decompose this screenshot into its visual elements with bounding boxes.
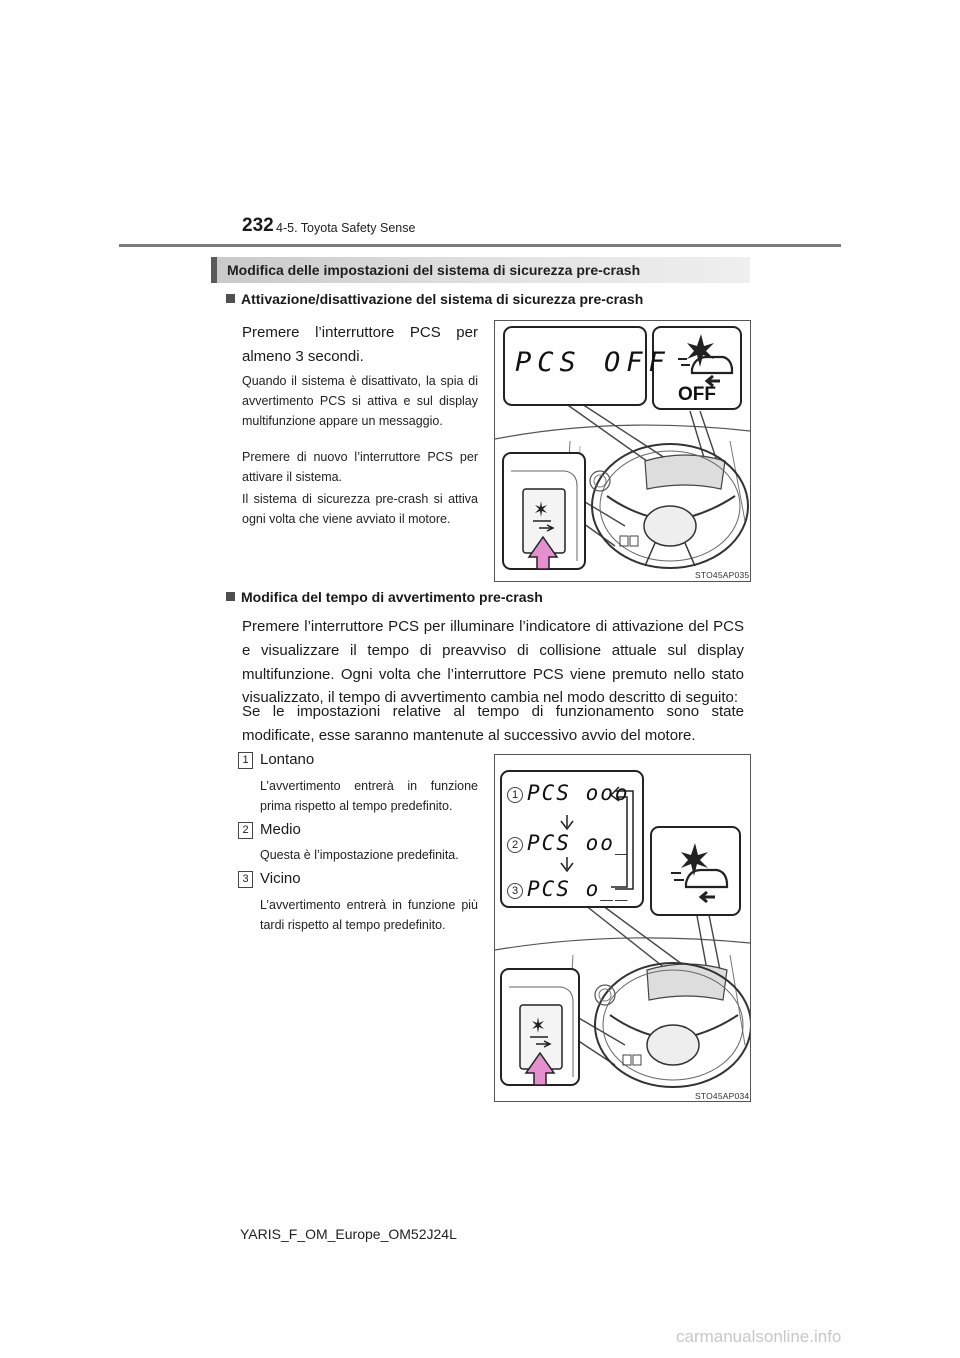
- activation-note-2: Premere di nuovo l’interruttore PCS per attivare il sistema.: [242, 450, 478, 484]
- square-bullet-icon: [226, 592, 235, 601]
- item-desc-near: L’avvertimento entrerà in funzione più tardi rispetto al tempo predefinito.: [260, 898, 478, 932]
- display-near: PCS o__: [527, 877, 630, 901]
- figure-code-2: STO45AP034: [695, 1091, 750, 1101]
- display-medium: PCS oo_: [527, 831, 630, 855]
- section-title-bar: [211, 257, 750, 283]
- page-number: 232: [242, 215, 274, 236]
- figure-step-number-2: 2: [507, 837, 523, 853]
- activation-lead: Premere l’interruttore PCS per almeno 3 secondi.: [242, 324, 478, 365]
- item-number-3: 3: [238, 871, 253, 888]
- subheading-activation-text: Attivazione/disattivazione del sistema di sicurezza pre-crash: [241, 291, 644, 307]
- header-rule: [119, 244, 841, 247]
- item-label-medium: Medio: [260, 821, 301, 838]
- section-path: 4-5. Toyota Safety Sense: [276, 221, 416, 235]
- item-label-near: Vicino: [260, 870, 301, 887]
- timing-paragraph-2: Se le impostazioni relative al tempo di funzionamento sono state modificate, esse saranno mantenute al successivo avvio del motore.: [242, 703, 744, 744]
- subheading-warning-timing: [226, 589, 543, 605]
- activation-note-3: Il sistema di sicurezza pre-crash si attiva ogni volta che viene avviato il motore.: [242, 492, 478, 526]
- item-number-1: 1: [238, 752, 253, 769]
- subheading-warning-timing-text: Modifica del tempo di avvertimento pre-crash: [241, 589, 543, 605]
- item-number-2: 2: [238, 822, 253, 839]
- timing-paragraph-1: Premere l’interruttore PCS per illuminare l’indicatore di attivazione del PCS e visualizzare il tempo di preavviso di collisione attuale sul display multifunzione. Ogni volta che l’interruttore PCS viene premuto nello stato visualizzato, il tempo di avvertimento cambia nel modo descritto di seguito:: [242, 618, 744, 707]
- off-label: OFF: [678, 384, 716, 405]
- figure-pcs-off: [494, 320, 751, 582]
- footer-doc-code: YARIS_F_OM_Europe_OM52J24L: [240, 1226, 457, 1242]
- figure-warning-timing: [494, 754, 751, 1102]
- square-bullet-icon: [226, 294, 235, 303]
- display-far: PCS ooo: [527, 781, 630, 805]
- dashboard-illustration-2: [495, 755, 750, 1101]
- item-desc-far: L’avvertimento entrerà in funzione prima rispetto al tempo predefinito.: [260, 779, 478, 813]
- watermark: carmanualsonline.info: [676, 1327, 842, 1346]
- figure-code-1: STO45AP035: [695, 570, 750, 580]
- section-title: Modifica delle impostazioni del sistema di sicurezza pre-crash: [227, 262, 641, 278]
- pcs-off-display-text: PCS OFF: [515, 347, 671, 378]
- activation-note-1: Quando il sistema è disattivato, la spia di avvertimento PCS si attiva e sul display multifunzione appare un messaggio.: [242, 374, 478, 428]
- subheading-activation: [226, 291, 643, 307]
- figure-step-number-1: 1: [507, 787, 523, 803]
- item-label-far: Lontano: [260, 751, 315, 768]
- figure-step-number-3: 3: [507, 883, 523, 899]
- item-desc-medium: Questa è l’impostazione predefinita.: [260, 848, 459, 862]
